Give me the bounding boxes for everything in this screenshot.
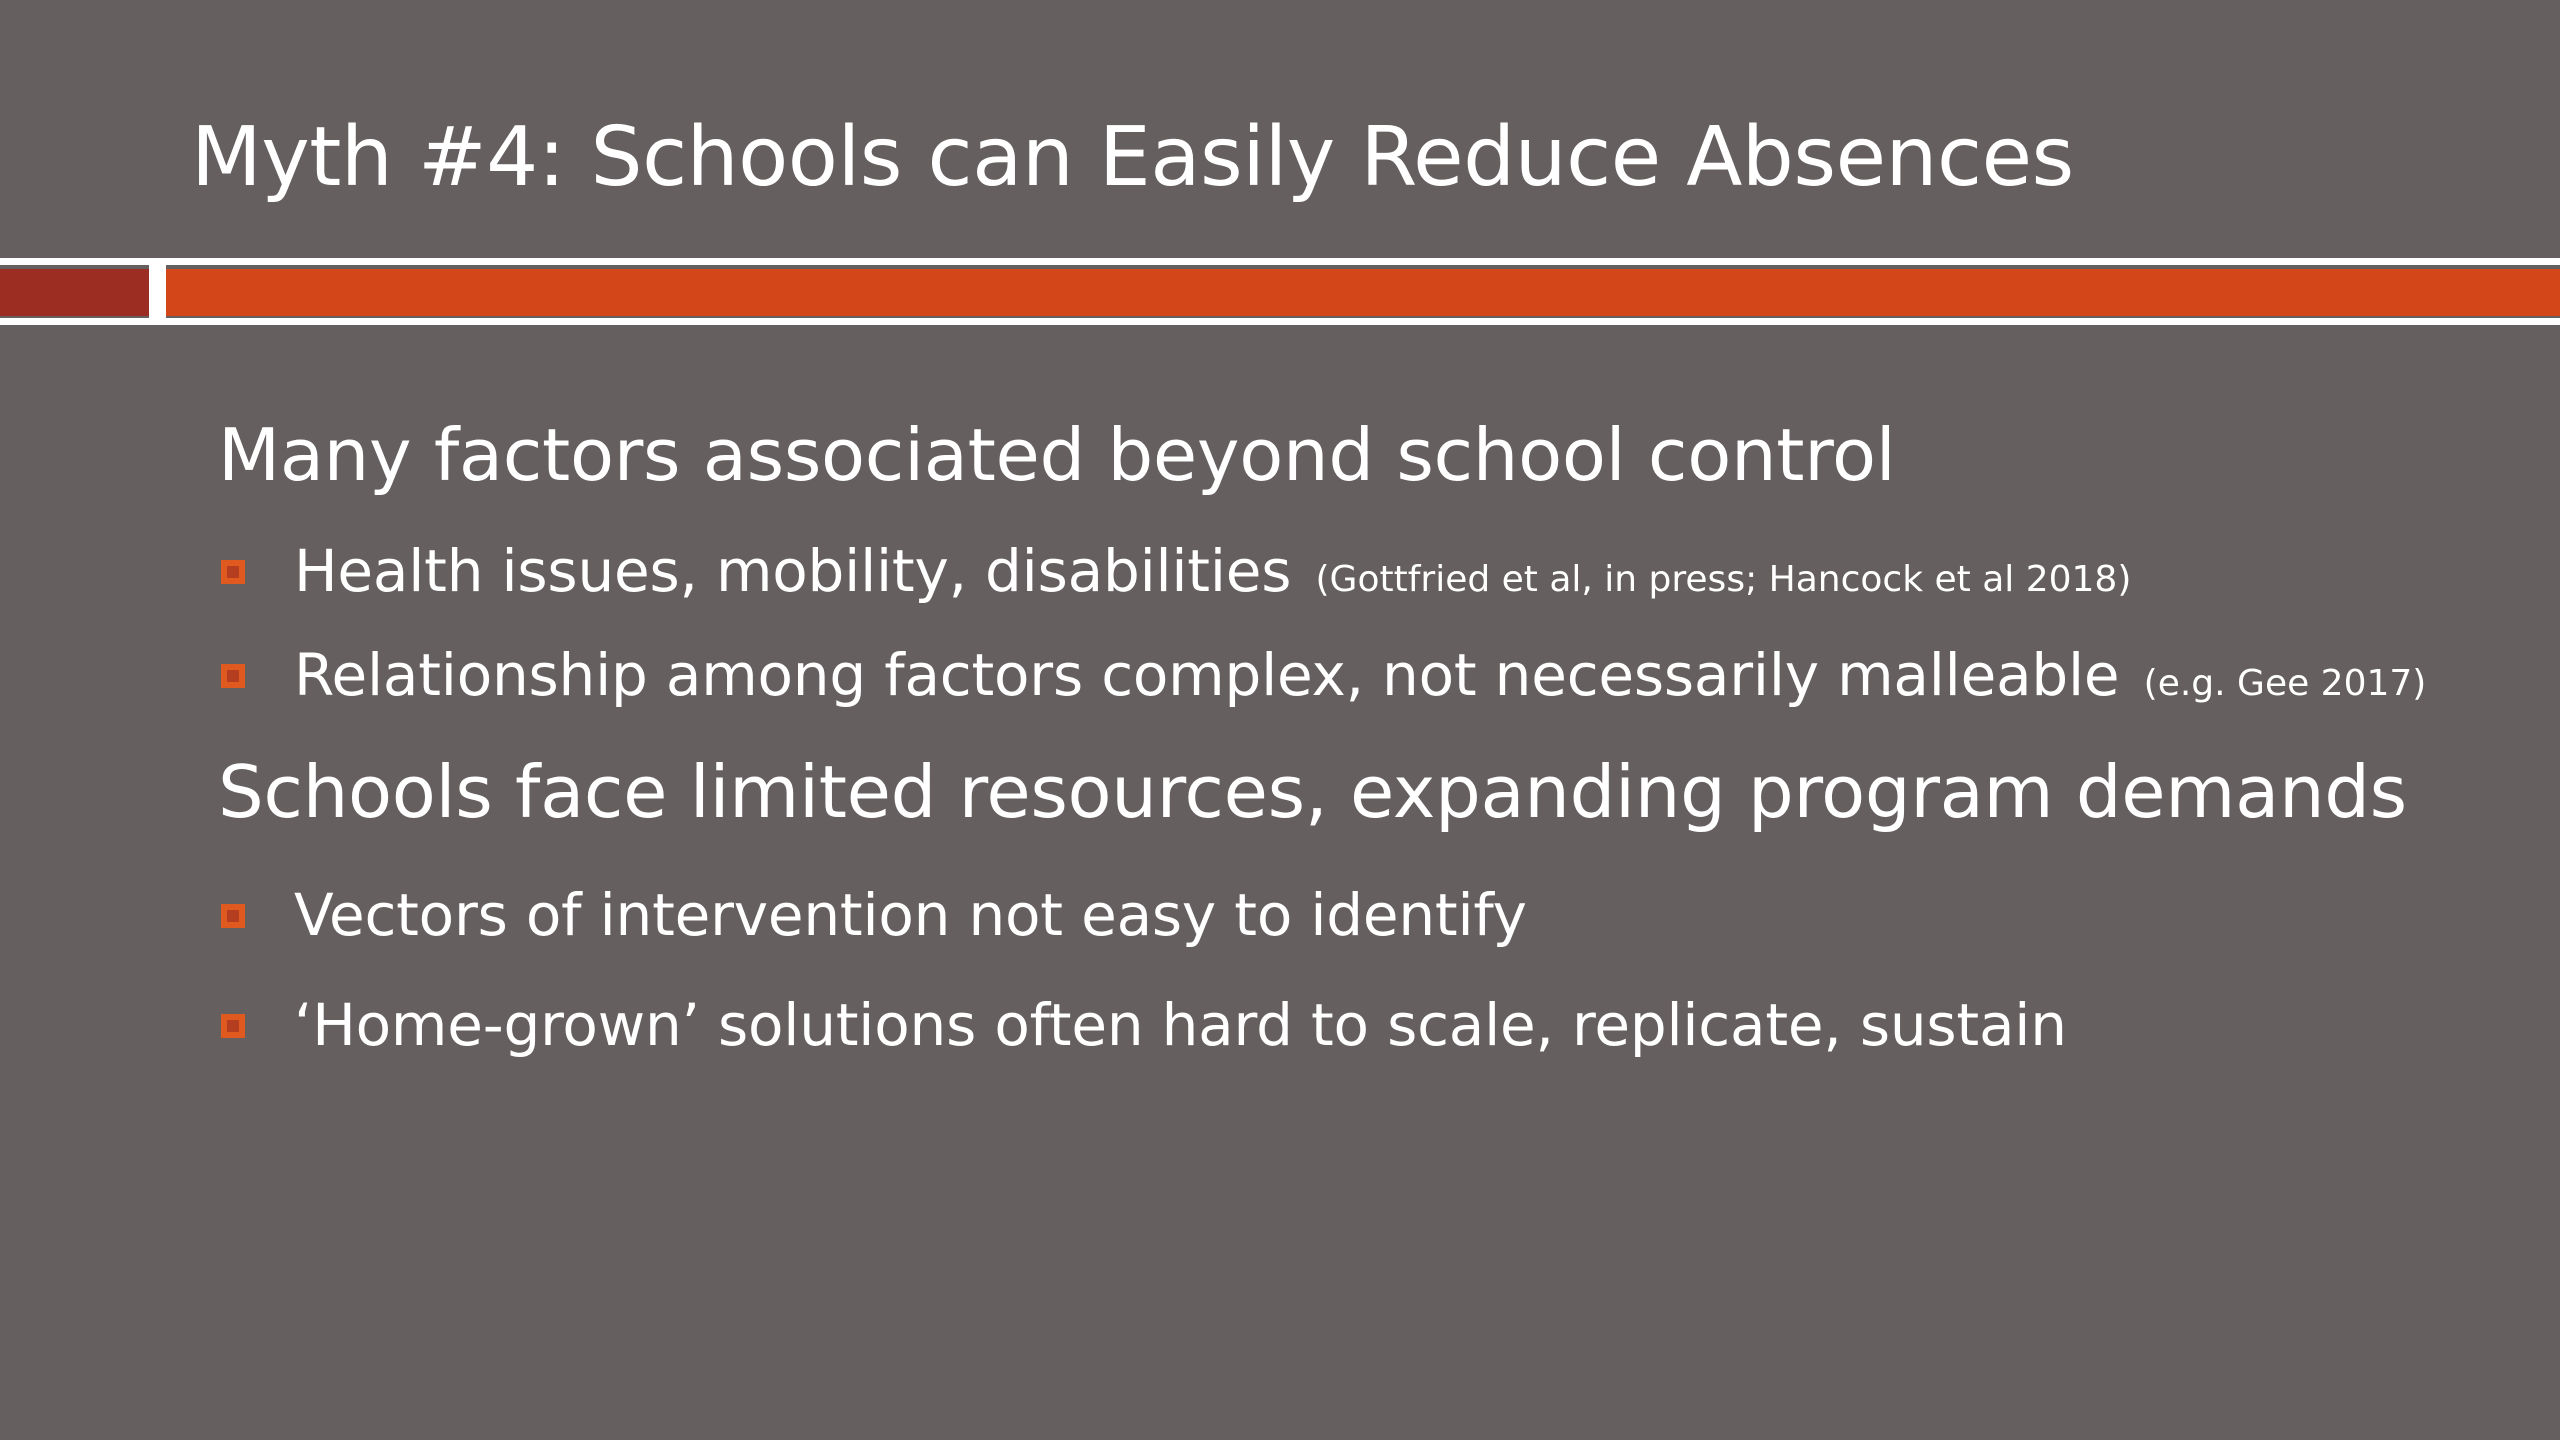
square-bullet-icon — [221, 904, 245, 928]
title-divider-bottom-rule — [0, 318, 2560, 325]
section-heading-2: Schools face limited resources, expanding program demands — [218, 750, 2407, 834]
bullet-item-text: Relationship among factors complex, not necessarily malleable — [294, 641, 2120, 709]
square-bullet-icon — [221, 1014, 245, 1038]
bullet-citation: (Gottfried et al, in press; Hancock et al 2018) — [1315, 559, 2132, 600]
title-divider-accent-bar — [166, 269, 2560, 316]
bullet-citation: (e.g. Gee 2017) — [2143, 663, 2427, 704]
bullet-item-text: Vectors of intervention not easy to identify — [294, 881, 1527, 949]
title-divider-dark-segment — [0, 269, 149, 316]
slide-title: Myth #4: Schools can Easily Reduce Absences — [191, 110, 2074, 205]
bullet-item-text: ‘Home-grown’ solutions often hard to scale, replicate, sustain — [294, 991, 2067, 1059]
square-bullet-icon — [221, 560, 245, 584]
section-heading-1: Many factors associated beyond school control — [218, 413, 1896, 497]
title-divider-gap — [149, 265, 166, 318]
title-divider-top-rule — [0, 258, 2560, 265]
bullet-item-text: Health issues, mobility, disabilities — [294, 537, 1292, 605]
square-bullet-icon — [221, 664, 245, 688]
